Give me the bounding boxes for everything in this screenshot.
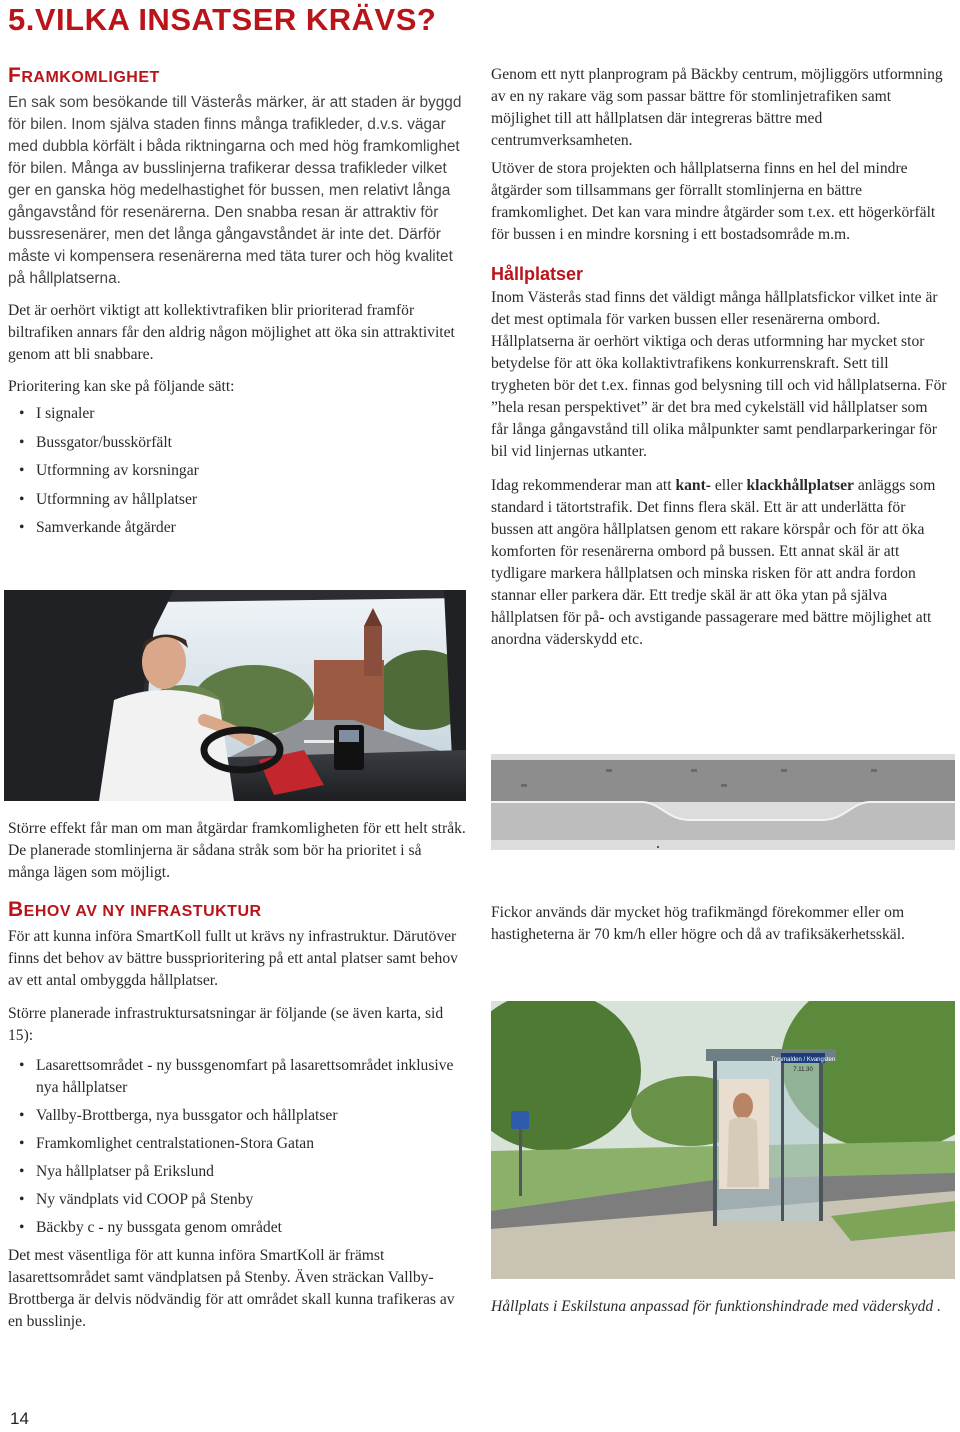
photo-caption: Hållplats i Eskilstuna anpassad för funktionshindrade med väderskydd .	[491, 1298, 942, 1315]
list-item: • Nya hållplatser på Erikslund	[8, 1161, 466, 1183]
priority-list	[8, 400, 466, 543]
recommendation-text-a: Idag rekommenderar man att	[491, 477, 676, 494]
list-item: • Samverkande åtgärder	[8, 514, 466, 543]
backby-paragraph: Genom ett nytt planprogram på Bäckby centrum, möjliggörs utformning av en ny rakare väg som passar bättre för stomlinjetrafiken samt möjlighet till att hållplatsen där integreras bättre med centrumverksamheten.	[491, 66, 943, 149]
kant-term: kant-	[675, 477, 711, 494]
list-item: • Vallby-Brottberga, nya bussgator och hållplatser	[8, 1105, 466, 1127]
framkomlighet-paragraph-2: Det är oerhört viktigt att kollektivtrafiken blir prioriterad framför biltrafiken annars får den aldrig någon möjlighet att öka sin attraktivitet genom att bli snabbare.	[8, 302, 455, 363]
framkomlighet-paragraph-3: Prioritering kan ske på följande sätt:	[8, 378, 235, 395]
shelter-sign: Torsmalden / Kvangsten	[770, 1057, 836, 1063]
smaller-measures-paragraph: Utöver de stora projekten och hållplatserna finns en hel del mindre åtgärder som tillsammans ger förrallt stomlinjerna en bättre framkomlighet. Det kan vara mindre åtgärder som t.ex. ett högerkörfält för bussen i en mindre korsning i ett bostadsområde m.m.	[491, 160, 936, 243]
hallplatser-paragraph: Inom Västerås stad finns det väldigt många hållplatsfickor vilket inte är det mest optimala för varken bussen eller resenärerna ombord. Hållplatserna är oerhört viktiga och deras utformning har mycket stor betydelse för att öka kollaktivtrafikens konkurrenskraft. Sett till trygheten bör det t.ex. finnas god belysning till och vid hållplatserna. För ”hela resan perspektivet” är det bra med cykelställ vid hållplatser som får långa gångavstånd till olika målpunkter samt pendlarparkeringar för bil vid linjernas utkanter.	[491, 289, 947, 460]
recommendation-text-c: eller	[710, 477, 747, 494]
infrastructure-list	[8, 1055, 466, 1239]
list-item: • Bussgator/busskörfält	[8, 429, 466, 458]
section-heading-behov	[8, 898, 466, 922]
page-number: 14	[10, 1409, 29, 1428]
shelter-time: 7.11.30	[793, 1067, 813, 1073]
heading-initial: B	[8, 898, 24, 921]
bus-driver-photo	[4, 590, 466, 801]
stretch-paragraph: Större effekt får man om man åtgärdar framkomligheten för ett helt stråk. De planerade stomlinjerna är sådana stråk som bör ha prioritet i så många lägen som möjligt.	[8, 820, 466, 881]
bus-bay-diagram	[491, 754, 955, 850]
heading-initial: F	[8, 64, 22, 87]
behov-paragraph-2: Större planerade infrastruktursatsningar är följande (se även karta, sid 15):	[8, 1005, 444, 1044]
behov-paragraph-3: Det mest väsentliga för att kunna införa SmartKoll är främst lasarettsområdet samt vändplatsen på Stenby. Även sträckan Vallby-Brottberga är delvis nödvändig för att området skall kunna trafikeras av en busslinje.	[8, 1247, 455, 1330]
bus-shelter-photo	[491, 1001, 955, 1279]
list-item: • I signaler	[8, 400, 466, 429]
section-heading-framkomlighet	[8, 64, 466, 88]
behov-paragraph-1: För att kunna införa SmartKoll fullt ut krävs ny infrastruktur. Därutöver finns det behov av bättre bussprioritering på ett antal platser samt behov av ett antal ombyggda hållplatser.	[8, 928, 458, 989]
list-item: • Ny vändplats vid COOP på Stenby	[8, 1189, 466, 1211]
heading-rest: EHOV AV NY INFRASTUKTUR	[23, 903, 262, 920]
framkomlighet-paragraph-1: En sak som besökande till Västerås märker, är att staden är byggd för bilen. Inom själva staden finns många trafikleder, d.v.s. vägar med dubbla körfält i båda riktningarna och med hög framkomlighet för bilen. Många av busslinjerna trafikerar dessa trafikleder vilket ger en ganska hög medelhastighet för bussen, men relativt långa gångavstånd för resenärerna. Den snabba resan är attraktiv för bussresenärer, men det långa gångavståndet är inte det. Därför måste vi kompensera resenärerna med täta turer och hög kvalitet på hållplatserna.	[8, 94, 462, 287]
heading-rest: RAMKOMLIGHET	[21, 69, 160, 86]
right-column-top	[491, 64, 947, 661]
list-item: • Bäckby c - ny bussgata genom området	[8, 1217, 466, 1239]
list-item: • Lasarettsområdet - ny bussgenomfart på lasarettsområdet inklusive nya hållplatser	[8, 1055, 466, 1099]
klack-term: klackhållplatser	[746, 477, 854, 494]
diagram-caption: Fickor används där mycket hög trafikmängd förekommer eller om hastigheterna är 70 km/h eller högre och då av trafiksäkerhetsskäl.	[491, 904, 905, 943]
left-column-top	[8, 64, 466, 543]
recommendation-text-d: anläggs som standard i tätortstrafik. Det finns flera skäl. Ett är att underlätta för bussen att angöra hållplatsen genom ett rakare körspår och för att öka komforten för resenärerna ombord på bussen. Ett annat skäl är att tydligare markera hållplatsen och minska risken för att andra fordon stannar eller parkera där. Ett tredje skäl är att öka ytan på själva hållplatsen för på- och avstigande passagerare med bättre möjlighet att anordna väderskydd etc.	[491, 477, 936, 648]
hallplatser-heading: Hållplatser	[491, 264, 584, 284]
page-title: 5.VILKA INSATSER KRÄVS?	[8, 2, 437, 37]
list-item: • Utformning av korsningar	[8, 457, 466, 486]
left-column-bottom	[8, 818, 466, 1343]
recommendation-paragraph	[491, 475, 947, 651]
list-item: • Framkomlighet centralstationen-Stora Gatan	[8, 1133, 466, 1155]
list-item: • Utformning av hållplatser	[8, 486, 466, 515]
